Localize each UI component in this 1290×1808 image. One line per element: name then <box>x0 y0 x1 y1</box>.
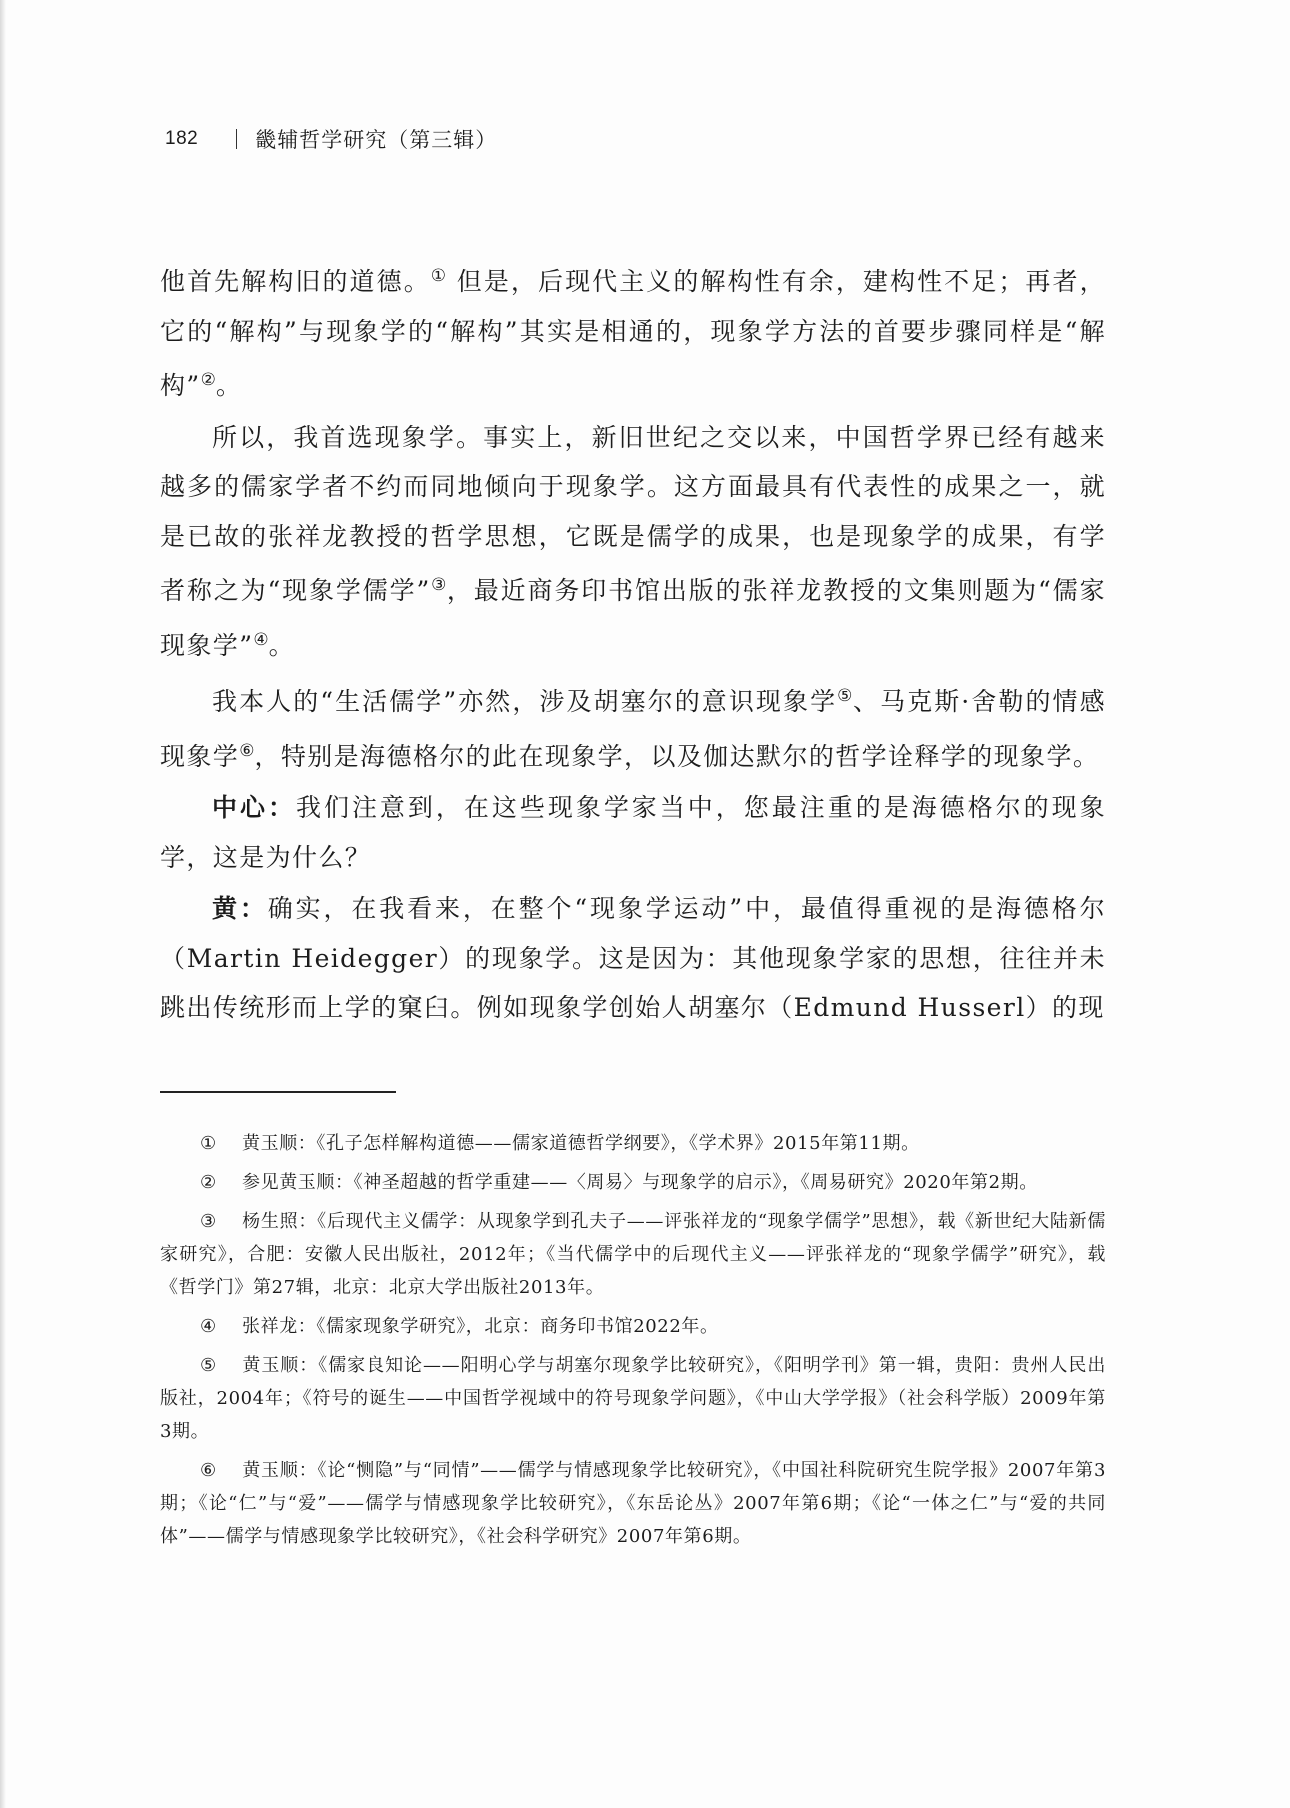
footnote-text: 参见黄玉顺：《神圣超越的哲学重建——〈周易〉与现象学的启示》，《周易研究》2020年第2期。 <box>242 1172 1038 1193</box>
footnotes <box>160 1127 1106 1559</box>
running-header <box>165 124 497 154</box>
main-text <box>160 252 1106 1035</box>
page-number: 182 <box>165 128 199 149</box>
footnote-mark: ④ <box>200 1316 217 1337</box>
footnote-ref-2[interactable]: ② <box>200 370 216 390</box>
footnote-text: 杨生照：《后现代主义儒学：从现象学到孔夫子——评张祥龙的“现象学儒学”思想》，载《新世纪大陆新儒家研究》，合肥：安徽人民出版社，2012年；《当代儒学中的后现代主义——评张祥龙的“现象学儒学”研究》，载《哲学门》第27辑，北京：北京大学出版社2013年。 <box>160 1211 1106 1298</box>
paragraph-4 <box>160 783 1106 882</box>
text-run: 。 <box>215 371 243 400</box>
footnote <box>160 1454 1106 1553</box>
footnote-mark: ③ <box>200 1211 217 1232</box>
text-run: 。 <box>268 630 296 660</box>
footnote-ref-3[interactable]: ③ <box>430 575 447 595</box>
footnote-ref-4[interactable]: ④ <box>253 629 269 650</box>
text-run: ，特别是海德格尔的此在现象学，以及伽达默尔的哲学诠释学的现象学。 <box>254 741 1100 771</box>
text-run: 、马克斯·舍勒的情感现象学 <box>160 687 1106 771</box>
footnote-mark: ⑥ <box>200 1460 217 1481</box>
text-run: 他首先解构旧的道德。 <box>160 267 431 296</box>
text-run: 所以，我首选现象学。事实上，新旧世纪之交以来，中国哲学界已经有越来越多的儒家学者不约而同地倾向于现象学。这方面最具有代表性的成果之一，就是已故的张祥龙教授的哲学思想，它既是儒学的成果，也是现象学的成果，有学者称之为“现象学儒学” <box>160 422 1106 605</box>
speaker-label: 黄： <box>212 894 268 923</box>
footnote <box>160 1205 1106 1304</box>
footnote-mark: ① <box>200 1133 217 1154</box>
text-run: 但是，后现代主义的解构性有余，建构性不足；再者，它的“解构”与现象学的“解构”其实是相通的，现象学方法的首要步骤同样是“解构” <box>160 267 1106 400</box>
text-run: 我们注意到，在这些现象学家当中，您最注重的是海德格尔的现象学，这是为什么？ <box>160 793 1106 872</box>
paragraph-5 <box>160 884 1106 1033</box>
footnote-text: 黄玉顺：《论“恻隐”与“同情”——儒学与情感现象学比较研究》，《中国社科院研究生院学报》2007年第3期；《论“仁”与“爱”——儒学与情感现象学比较研究》，《东岳论丛》2007年第6期；《论“一体之仁”与“爱的共同体”——儒学与情感现象学比较研究》，《社会科学研究》2007年第6期。 <box>160 1460 1106 1547</box>
text-run: ，最近商务印书馆出版的张祥龙教授的文集则题为“儒家现象学” <box>160 576 1106 660</box>
text-run: 确实，在我看来，在整个“现象学运动”中，最值得重视的是海德格尔（Martin Heidegger）的现象学。这是因为：其他现象学家的思想，往往并未跳出传统形而上学的窠臼。例如现象学创始人胡塞尔（Edmund Husserl）的现 <box>160 894 1106 1022</box>
footnote-ref-5[interactable]: ⑤ <box>837 686 854 706</box>
footnote-mark: ⑤ <box>200 1355 217 1376</box>
footnote-text: 张祥龙：《儒家现象学研究》，北京：商务印书馆2022年。 <box>242 1316 719 1337</box>
text-run: 我本人的“生活儒学”亦然，涉及胡塞尔的意识现象学 <box>212 687 838 716</box>
footnote <box>160 1310 1106 1343</box>
footnote-ref-1[interactable]: ① <box>430 266 447 286</box>
paragraph-2 <box>160 413 1106 671</box>
footnote-mark: ② <box>200 1172 217 1193</box>
footnote <box>160 1349 1106 1448</box>
footnote-text: 黄玉顺：《儒家良知论——阳明心学与胡塞尔现象学比较研究》，《阳明学刊》第一辑，贵阳：贵州人民出版社，2004年；《符号的诞生——中国哲学视域中的符号现象学问题》，《中山大学学报》（社会科学版）2009年第3期。 <box>160 1355 1106 1442</box>
footnote-separator <box>160 1091 396 1093</box>
speaker-label: 中心： <box>212 793 296 822</box>
footnote-ref-6[interactable]: ⑥ <box>239 740 255 761</box>
footnote <box>160 1127 1106 1160</box>
running-title: 畿辅哲学研究（第三辑） <box>255 128 498 152</box>
footnote <box>160 1166 1106 1199</box>
paragraph-3 <box>160 672 1106 781</box>
header-divider <box>236 129 237 149</box>
page-edge-shadow <box>0 0 6 1808</box>
footnote-text: 黄玉顺：《孔子怎样解构道德——儒家道德哲学纲要》，《学术界》2015年第11期。 <box>242 1133 920 1154</box>
paragraph-1 <box>160 252 1106 411</box>
